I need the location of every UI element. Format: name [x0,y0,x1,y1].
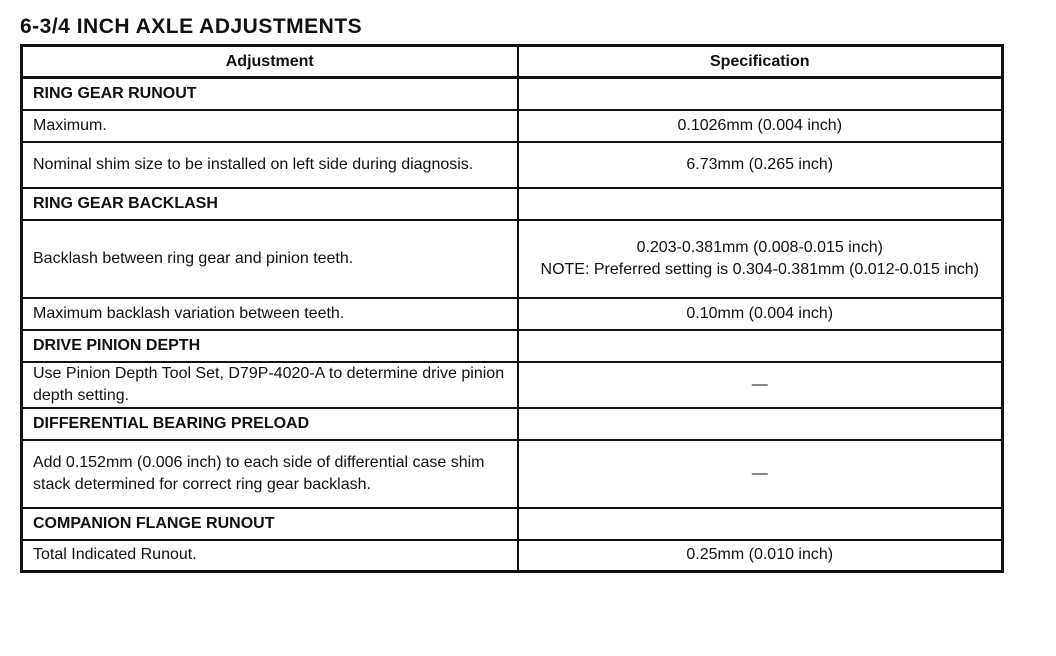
section-row-drive-pinion-depth [22,330,1003,362]
section-heading: DIFFERENTIAL BEARING PRELOAD [22,408,518,440]
adjustment-cell: Total Indicated Runout. [22,540,518,572]
specification-cell: — [518,440,1003,508]
section-row-differential-bearing-preload [22,408,1003,440]
adjustment-cell: Backlash between ring gear and pinion teeth. [22,220,518,298]
table-row [22,220,1003,298]
table-row [22,440,1003,508]
section-row-ring-gear-runout [22,78,1003,110]
adjustment-cell: Add 0.152mm (0.006 inch) to each side of differential case shim stack determined for correct ring gear backlash. [22,440,518,508]
section-heading: RING GEAR RUNOUT [22,78,518,110]
column-header-adjustment: Adjustment [22,46,518,78]
section-heading: COMPANION FLANGE RUNOUT [22,508,518,540]
adjustment-cell: Maximum. [22,110,518,142]
specification-cell: 6.73mm (0.265 inch) [518,142,1003,188]
specification-cell: 0.10mm (0.004 inch) [518,298,1003,330]
specification-note: NOTE: Preferred setting is 0.304-0.381mm (0.012-0.015 inch) [540,260,979,278]
table-row [22,110,1003,142]
section-spacer-cell [518,408,1003,440]
section-spacer-cell [518,508,1003,540]
page-title: 6-3/4 INCH AXLE ADJUSTMENTS [20,15,363,38]
section-spacer-cell [518,78,1003,110]
adjustment-cell: Use Pinion Depth Tool Set, D79P-4020-A to determine drive pinion depth setting. [22,362,518,408]
table-row [22,540,1003,572]
section-spacer-cell [518,188,1003,220]
column-header-specification: Specification [518,46,1003,78]
specification-cell: 0.1026mm (0.004 inch) [518,110,1003,142]
table-row [22,298,1003,330]
axle-adjustments-table [20,44,1004,573]
specification-cell: 0.25mm (0.010 inch) [518,540,1003,572]
adjustment-cell: Nominal shim size to be installed on left side during diagnosis. [22,142,518,188]
section-row-companion-flange-runout [22,508,1003,540]
section-heading: DRIVE PINION DEPTH [22,330,518,362]
specification-cell [518,220,1003,298]
section-spacer-cell [518,330,1003,362]
table-row [22,142,1003,188]
table-header-row [22,46,1003,78]
section-row-ring-gear-backlash [22,188,1003,220]
adjustment-cell: Maximum backlash variation between teeth. [22,298,518,330]
specification-cell: — [518,362,1003,408]
table-row [22,362,1003,408]
specification-value: 0.203-0.381mm (0.008-0.015 inch) [636,238,883,256]
section-heading: RING GEAR BACKLASH [22,188,518,220]
